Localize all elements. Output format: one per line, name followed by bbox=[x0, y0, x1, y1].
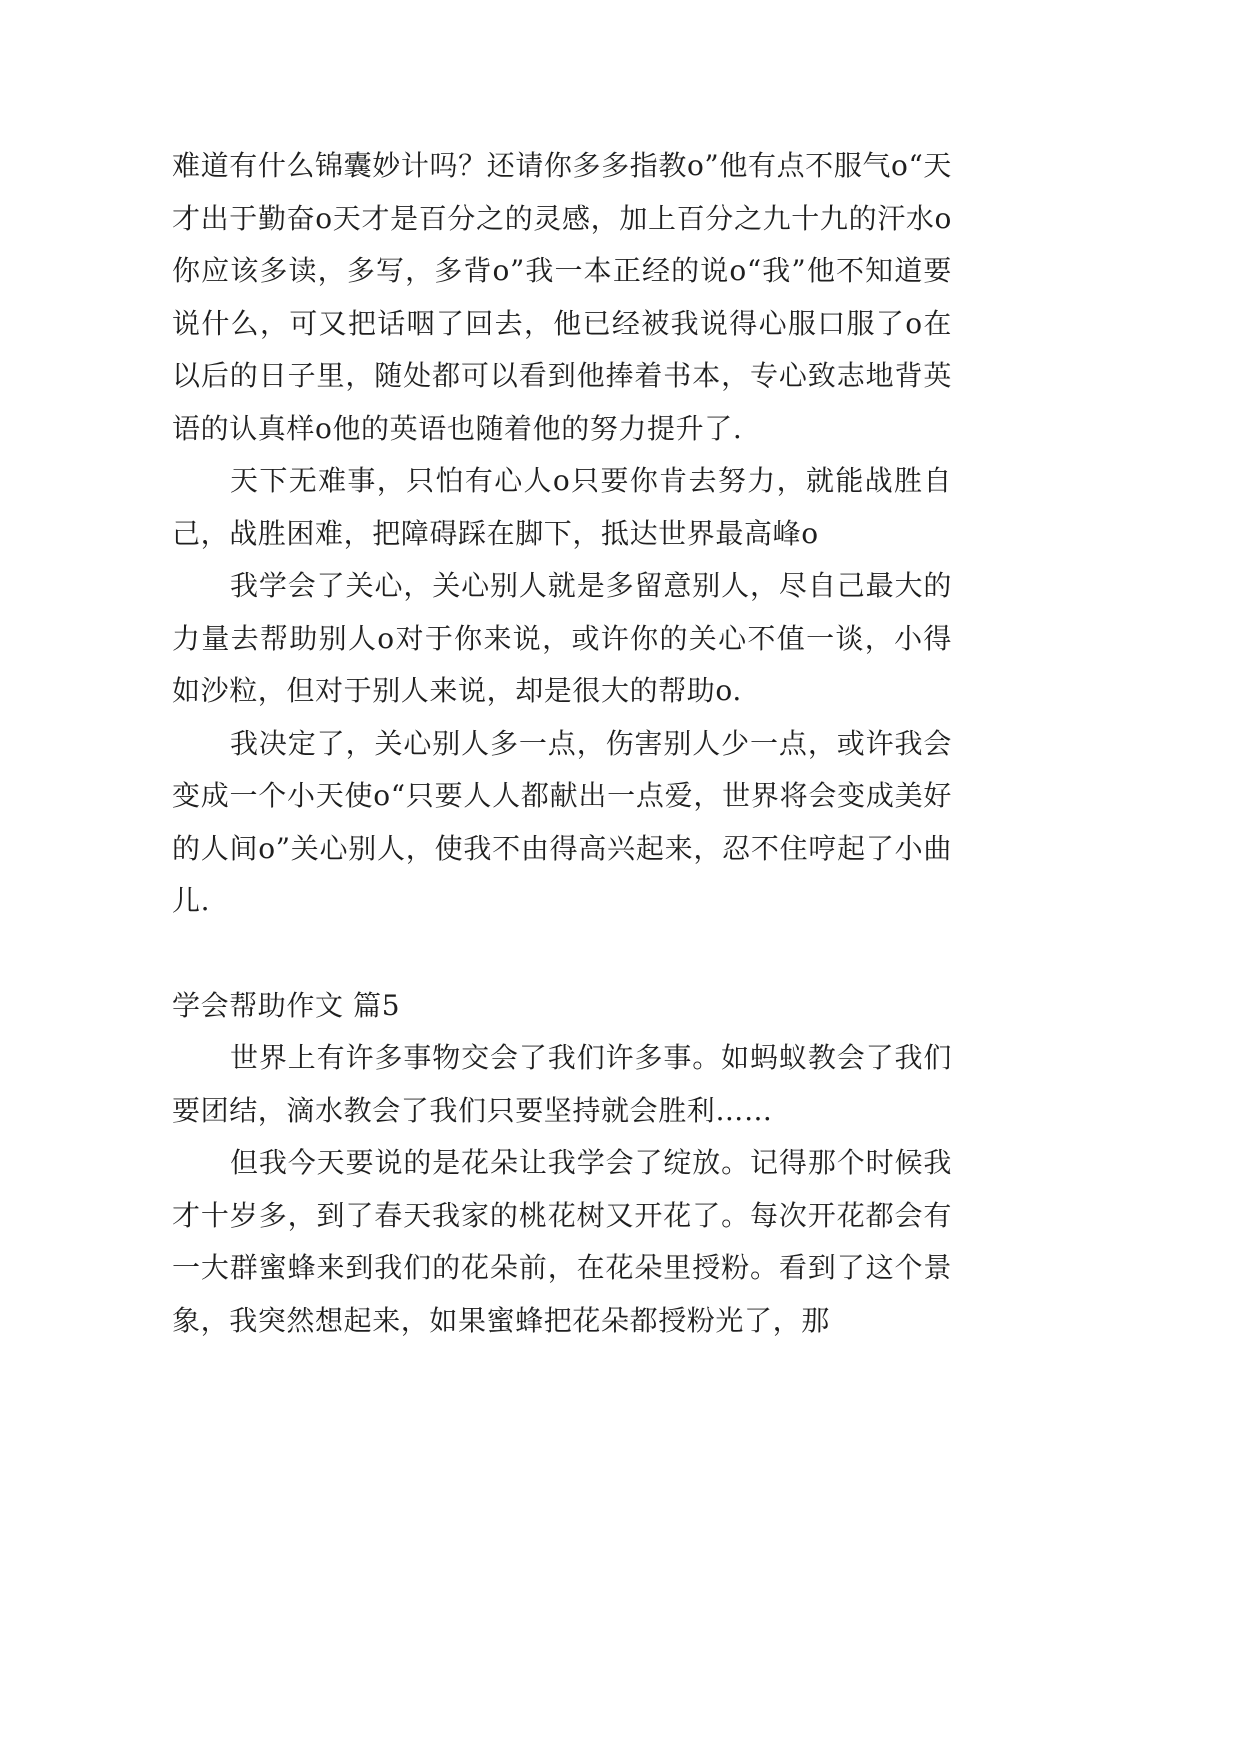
section-title: 学会帮助作文 篇5 bbox=[172, 988, 401, 1022]
document-body bbox=[172, 140, 952, 1347]
paragraph: 我决定了，关心别人多一点，伤害别人少一点，或许我会变成一个小天使o“只要人人都献出一点爱，世界将会变成美好的人间o”关心别人，使我不由得高兴起来，忍不住哼起了小曲儿. bbox=[172, 726, 952, 917]
paragraph: 世界上有许多事物交会了我们许多事。如蚂蚁教会了我们要团结，滴水教会了我们只要坚持就会胜利…… bbox=[172, 1041, 952, 1127]
section-spacer bbox=[172, 928, 952, 980]
paragraph: 天下无难事，只怕有心人o只要你肯去努力，就能战胜自己，战胜困难，把障碍踩在脚下，抵达世界最高峰o bbox=[172, 464, 952, 550]
paragraph: 我学会了关心，关心别人就是多留意别人，尽自己最大的力量去帮助别人o对于你来说，或许你的关心不值一谈，小得如沙粒，但对于别人来说，却是很大的帮助o. bbox=[172, 569, 952, 707]
paragraph: 难道有什么锦囊妙计吗？还请你多多指教o”他有点不服气o“天才出于勤奋o天才是百分之的灵感，加上百分之九十九的汗水o你应该多读，多写，多背o”我一本正经的说o“我”他不知道要说什么，可又把话咽了回去，他已经被我说得心服口服了o在以后的日子里，随处都可以看到他捧着书本，专心致志地背英语的认真样o他的英语也随着他的努力提升了. bbox=[172, 149, 952, 445]
paragraph: 但我今天要说的是花朵让我学会了绽放。记得那个时候我才十岁多，到了春天我家的桃花树又开花了。每次开花都会有一大群蜜蜂来到我们的花朵前，在花朵里授粉。看到了这个景象，我突然想起来，如果蜜蜂把花朵都授粉光了，那 bbox=[172, 1146, 952, 1337]
